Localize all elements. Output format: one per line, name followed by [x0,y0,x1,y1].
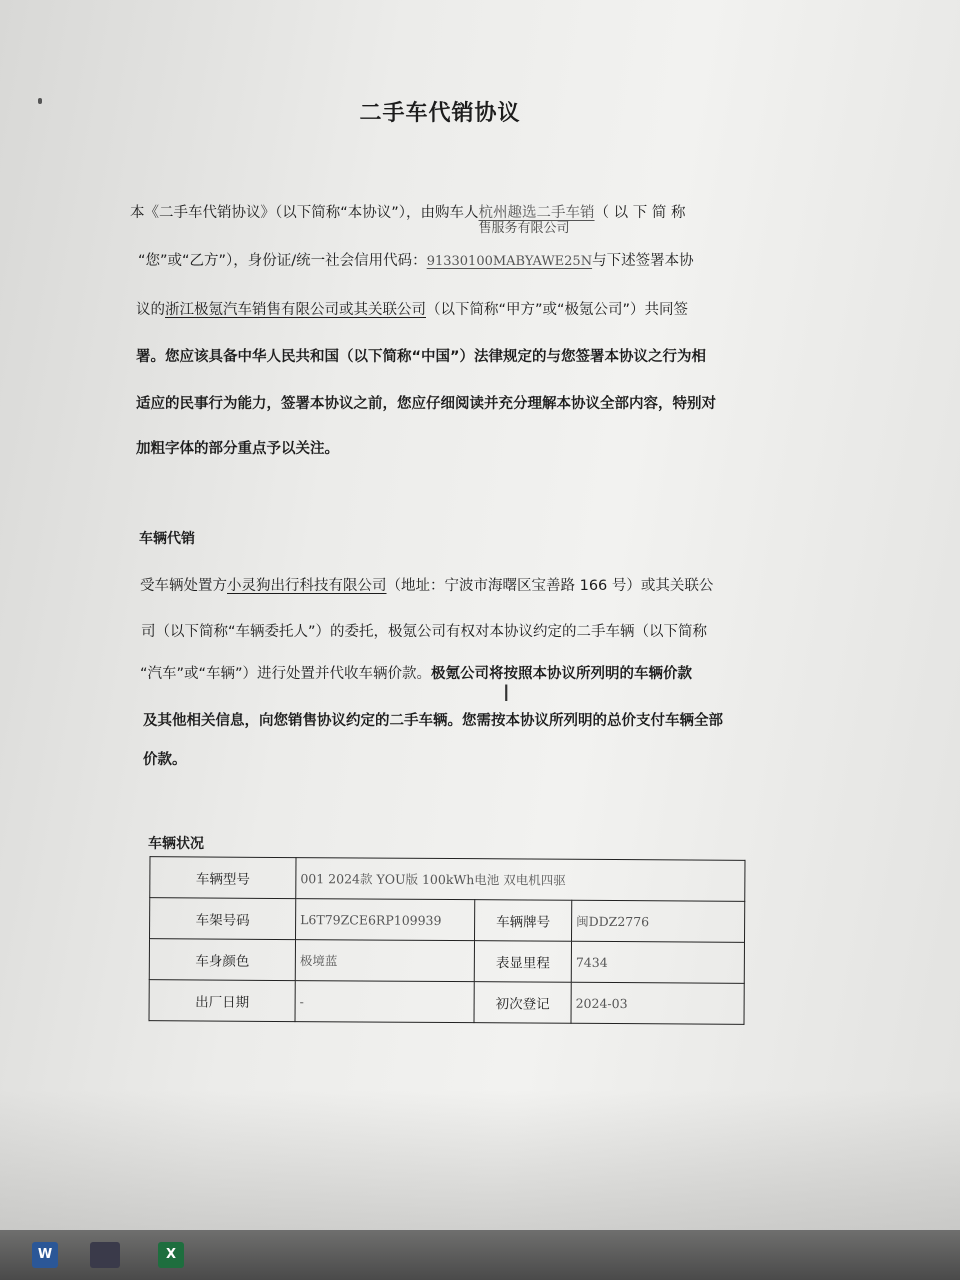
vehicle-status-table [149,856,746,1025]
color-value: 极境蓝 [295,940,474,982]
section1-line-4: 及其他相关信息，向您销售协议约定的二手车辆。您需按本协议所列明的总价支付车辆全部 [143,713,723,729]
text-cursor-icon: I [503,682,510,707]
disposer-company: 小灵狗出行科技有限公司 [227,578,387,594]
section1-line-2: 司（以下简称“车辆委托人”）的委托，极氪公司有权对本协议约定的二手车辆（以下简称 [141,624,708,640]
table-row [150,898,745,943]
color-label: 车身颜色 [149,939,295,981]
plate-label: 车辆牌号 [474,900,571,942]
intro-line-3: 议的浙江极氪汽车销售有限公司或其关联公司（以下简称“甲方”或“极氪公司”）共同签 [136,302,689,318]
taskbar [0,1230,960,1280]
model-value: 001 2024款 YOU版 100kWh电池 双电机四驱 [296,858,745,902]
intro-line-6: 加粗字体的部分重点予以关注。 [136,441,339,457]
app-icon[interactable] [90,1242,120,1268]
intro-line-5: 适应的民事行为能力，签署本协议之前，您应仔细阅读并充分理解本协议全部内容，特别对 [136,396,716,412]
model-label: 车辆型号 [150,857,296,899]
section1-line-5: 价款。 [143,752,187,768]
word-app-icon[interactable]: W [32,1242,58,1268]
section1-line-3: “汽车”或“车辆”）进行处置并代收车辆价款。极氪公司将按照本协议所列明的车辆价款 [140,666,693,682]
credit-code: 91330100MABYAWE25N [426,254,593,269]
section-heading-vehicle-status: 车辆状况 [148,836,204,852]
document-title: 二手车代销协议 [359,101,521,126]
table-row [149,939,744,984]
intro-line-2: “您”或“乙方”），身份证/统一社会信用代码：91330100MABYAWE25N与下述签署本协 [138,253,694,269]
vin-value: L6T79ZCE6RP109939 [296,899,475,941]
excel-app-icon[interactable]: X [158,1242,184,1268]
first-registration-value: 2024-03 [571,982,744,1024]
first-registration-label: 初次登记 [474,982,571,1024]
factory-date-label: 出厂日期 [149,980,295,1022]
factory-date-value: - [295,981,474,1023]
vin-label: 车架号码 [150,898,296,940]
intro-line-4: 署。您应该具备中华人民共和国（以下简称“中国”）法律规定的与您签署本协议之行为相 [136,349,707,365]
plate-value: 闽DDZ2776 [571,900,744,942]
buyer-name: 杭州趣选二手车销 售服务有限公司 [478,205,595,236]
section1-line-1: 受车辆处置方小灵狗出行科技有限公司（地址：宁波市海曙区宝善路 166 号）或其关联公 [140,578,714,594]
table-row [149,980,744,1025]
intro-line-1: 本《二手车代销协议》（以下简称“本协议”），由购车人杭州趣选二手车销 售服务有限公司 （ 以 下 简 称 [130,201,685,222]
mileage-label: 表显里程 [474,941,571,983]
mileage-value: 7434 [571,941,744,983]
seller-company: 浙江极氪汽车销售有限公司或其关联公司 [165,302,426,318]
table-row [150,857,745,902]
section-heading-vehicle-sale: 车辆代销 [139,531,195,547]
